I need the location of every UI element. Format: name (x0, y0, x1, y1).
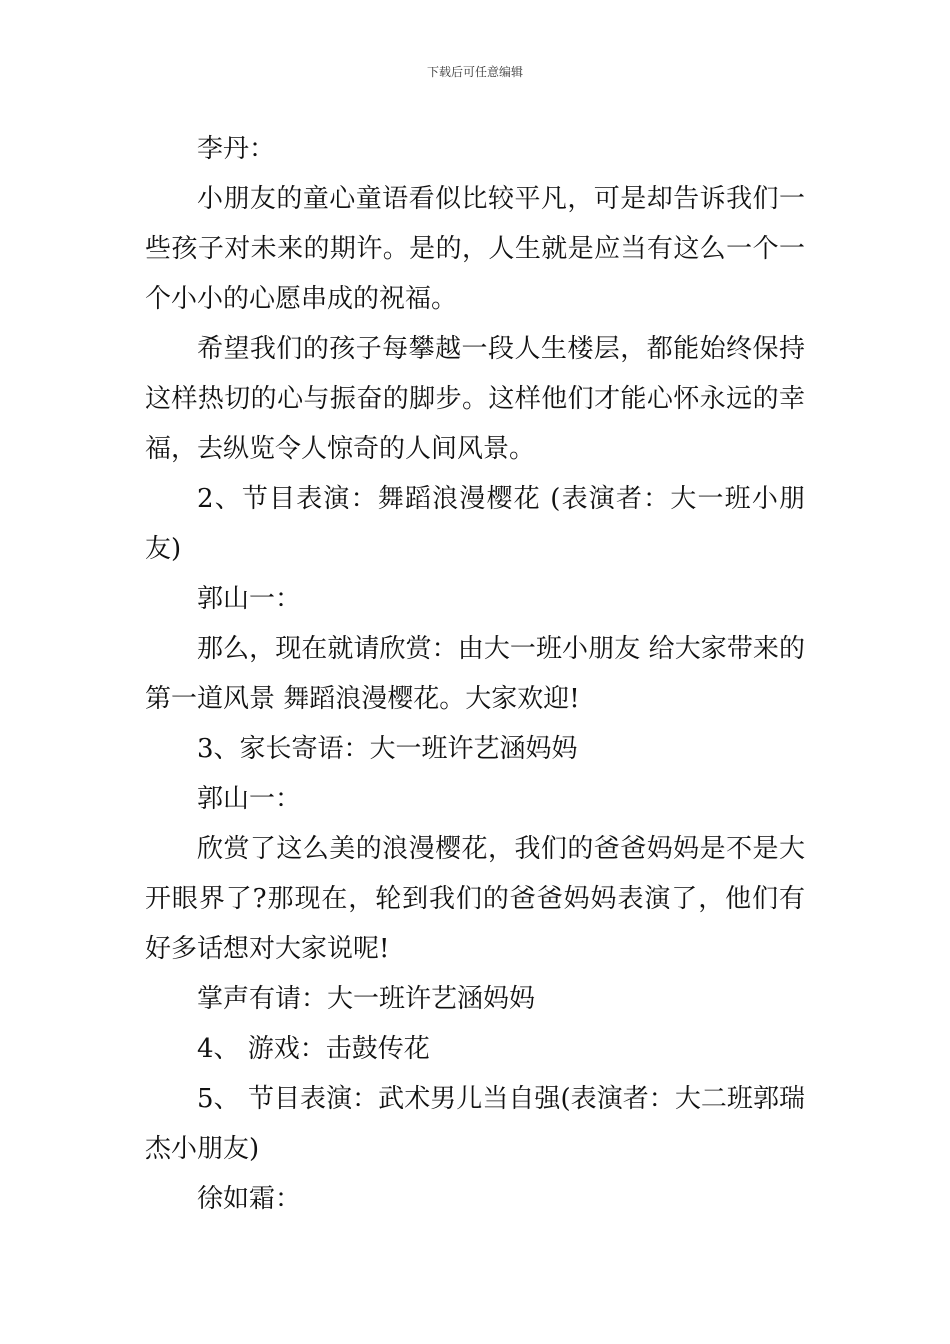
program-item-3: 3、家长寄语：大一班许艺涵妈妈 (197, 734, 578, 764)
speaker-li-dan: 李丹： (197, 134, 276, 164)
document-body (145, 124, 805, 1224)
speaker-xu-rushuang: 徐如霜： (197, 1184, 302, 1214)
paragraph-parents-turn: 欣赏了这么美的浪漫樱花，我们的爸爸妈妈是不是大开眼界了?那现在，轮到我们的爸爸妈妈表演了，他们有好多话想对大家说呢! (145, 834, 805, 964)
paragraph-invite-parent: 掌声有请：大一班许艺涵妈妈 (197, 984, 536, 1014)
program-item-2: 2、节目表演：舞蹈浪漫樱花 (表演者：大一班小朋友) (145, 484, 805, 564)
speaker-guo-shanyi-2: 郭山一： (197, 784, 302, 814)
program-item-4: 4、 游戏：击鼓传花 (197, 1034, 430, 1064)
speaker-guo-shanyi: 郭山一： (197, 584, 302, 614)
paragraph-hope: 希望我们的孩子每攀越一段人生楼层，都能始终保持这样热切的心与振奋的脚步。这样他们才能心怀永远的幸福，去纵览令人惊奇的人间风景。 (145, 334, 805, 464)
paragraph-introduce-dance: 那么，现在就请欣赏：由大一班小朋友 给大家带来的第一道风景 舞蹈浪漫樱花。大家欢迎! (145, 634, 805, 714)
paragraph-childrens-wishes: 小朋友的童心童语看似比较平凡，可是却告诉我们一些孩子对未来的期许。是的，人生就是应当有这么一个一个小小的心愿串成的祝福。 (145, 184, 805, 314)
program-item-5: 5、 节目表演：武术男儿当自强(表演者：大二班郭瑞杰小朋友) (145, 1084, 805, 1164)
page-header-note: 下载后可任意编辑 (426, 65, 523, 79)
